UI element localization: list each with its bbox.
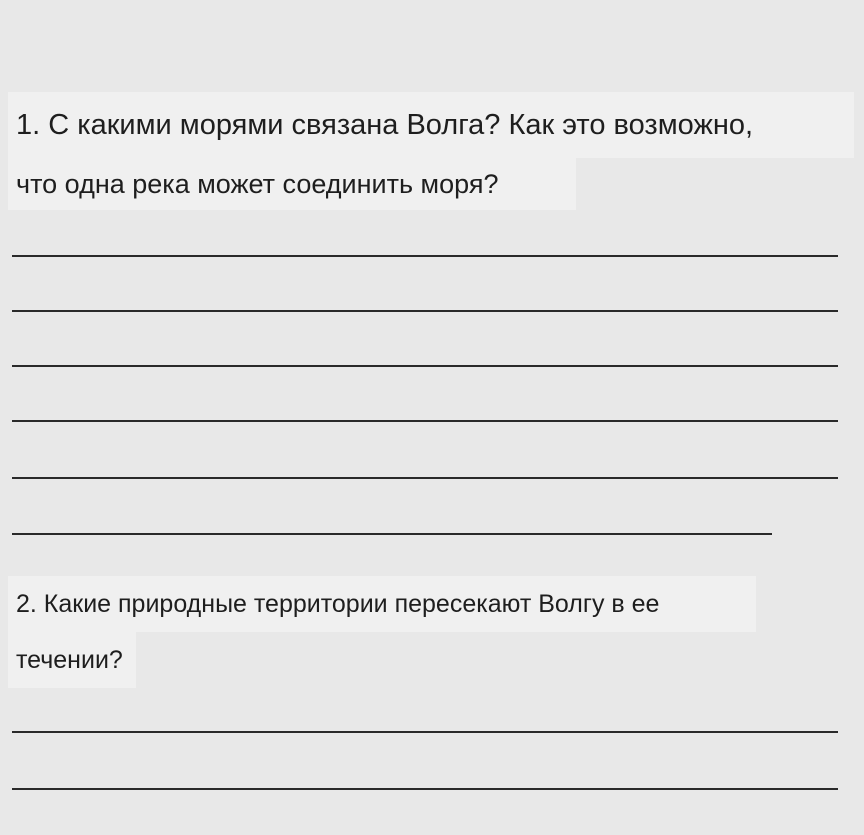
answer-line[interactable]: [12, 420, 838, 422]
answer-line[interactable]: [12, 365, 838, 367]
answer-line[interactable]: [12, 731, 838, 733]
answer-line[interactable]: [12, 788, 838, 790]
question-1-text-line-2: что одна река может соединить моря?: [8, 158, 576, 210]
question-2-text-line-1: 2. Какие природные территории пересекают Волгу в ее: [8, 576, 756, 632]
answer-line[interactable]: [12, 533, 772, 535]
answer-line[interactable]: [12, 310, 838, 312]
answer-line[interactable]: [12, 477, 838, 479]
answer-line[interactable]: [12, 255, 838, 257]
question-1-text-line-1: 1. С какими морями связана Волга? Как это возможно,: [8, 92, 854, 158]
question-2-text-line-2: течении?: [8, 632, 136, 688]
